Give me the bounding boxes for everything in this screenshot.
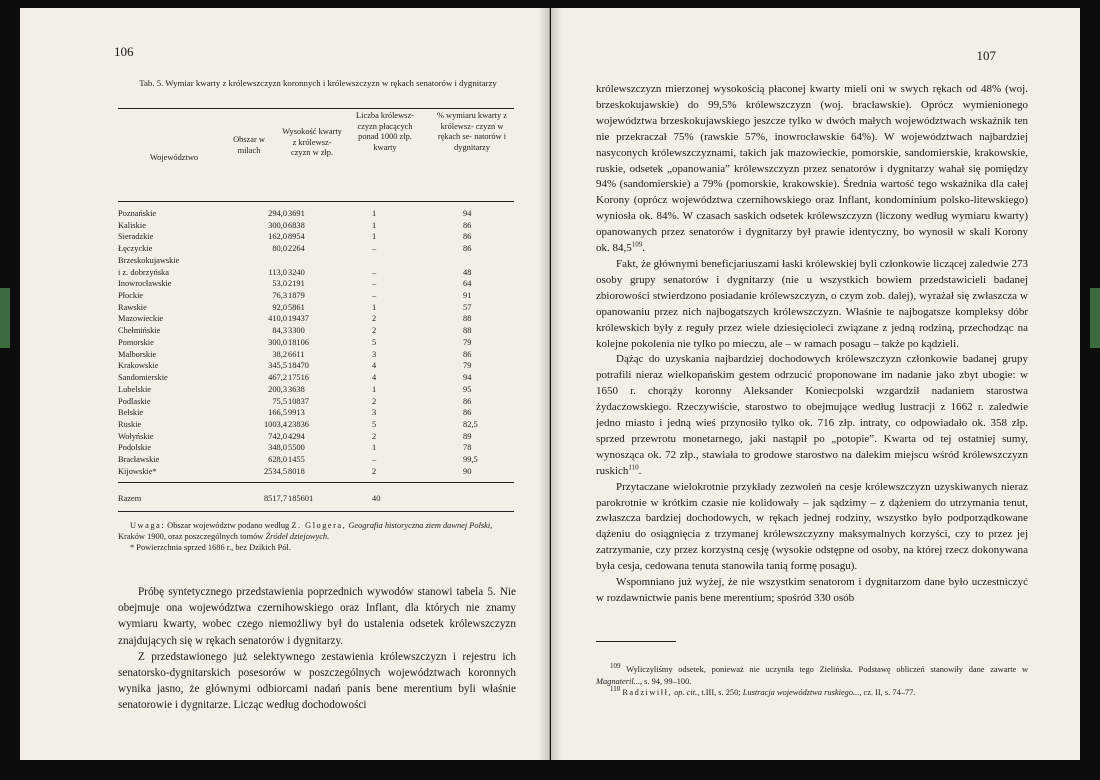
cell-area: 410,0 [268, 314, 287, 324]
cell-height: 6611 [288, 349, 305, 359]
cell-count: 2 [372, 466, 377, 476]
right-body-text [596, 82, 1028, 607]
page-number: 106 [114, 44, 134, 59]
footnote-109 [596, 664, 1028, 687]
cell-name: Ruskie [118, 419, 142, 429]
cell-count: 1 [372, 443, 377, 453]
header-count: Liczba królewsz- czyzn płacących ponad 1000 złp. kwarty [356, 111, 414, 152]
cell-count: 1 [372, 220, 377, 230]
cell-name: Sieradzkie [118, 232, 154, 242]
table-total-row [118, 493, 514, 505]
note-author: Z. Glogera, [291, 521, 347, 530]
cell-height: 8018 [288, 466, 305, 476]
cell-count: 2 [372, 396, 377, 406]
cell-name: Płockie [118, 291, 144, 301]
cell-pct: 99,5 [463, 455, 478, 465]
cell-pct: 78 [463, 443, 472, 453]
cell-name: Chełmińskie [118, 326, 161, 336]
table-top-rule [118, 108, 514, 109]
page-number: 107 [976, 48, 996, 63]
table-row [118, 431, 514, 443]
table-row [118, 302, 514, 314]
note-label: Uwaga: [130, 521, 166, 530]
cell-name: Bełskie [118, 408, 144, 418]
cell-name: Poznańskie [118, 209, 157, 218]
cell-area: 53,0 [272, 279, 287, 289]
cell-pct: 86 [463, 232, 472, 242]
cell-name: Podlaskie [118, 396, 151, 406]
table-row [118, 384, 514, 396]
footnote-ref: 109 [631, 240, 643, 249]
cell-count: 1 [372, 302, 377, 312]
cell-area: 467,2 [268, 373, 287, 383]
table-note-2: * Powierzchnia sprzed 1686 r., bez Dzikich Pól. [130, 543, 291, 552]
cell-name: Krakowskie [118, 361, 159, 371]
right-page [551, 8, 1080, 760]
footnote-tail: cz. II, s. 74–77. [863, 688, 916, 697]
cell-pct: 57 [463, 302, 472, 312]
cell-area: 75,5 [272, 396, 287, 406]
paragraph: Przytaczane wielokrotnie przykłady zezwoleń na cesje królewszczyzn uzyskiwanych nieraz parokrotnie w krótkim czasie nie kolidowały – jak sądzimy – z dążeniem do utrzymania tenut, zwłaszcza bardziej dochodowych, w rękach jednej rodziny, wszystko było podporządkowane dążeniu do osiągnięcia z trzymanej królewszczyzny maksymalnych korzyści, czy to przez jej zatrzymanie, czy przez korzystną cesję (wysokie odstępne od osoby, na której rzecz dokonywana była cesja, cedowana tenuta stanowiła tanią formę posagu). [596, 480, 1028, 573]
table-row [118, 313, 514, 325]
paragraph-end: . [638, 464, 642, 477]
footnote-mid: t.III, s. 250; [701, 688, 741, 697]
footnote-number: 109 [610, 662, 621, 671]
header-height: Wysokość kwarty z królewsz- czyzn w złp. [282, 127, 342, 157]
cell-area: 113,0 [268, 267, 287, 277]
note-text-a: Obszar województw podano według [167, 521, 290, 530]
paragraph-text: królewszczyzn mierzonej wysokością płaconej kwarty mieli oni w swych rękach od 48% (woj. brzeskokujawskie) do 99,5% królewszczyzn (woj. bracławskie). Oprócz wymienionego województwa brzeskokujawskiego jeszcze tylko w dwóch małych województwach wskaźnik ten nie przekraczał 75% (rawskie 57%, inowrocławskie 64%). W województwach najbardziej nasyconych królewszczyznami, takich jak mazowieckie, pomorskie, sandomierskie, krakowskie, ruskie, odsetek „opanowania” królewszczyzn przez senatorów i dygnitarzy wahał się pomiędzy 94% (sandomierskie) a 79% (pomorskie, krakowskie). Średnia wartość tego wskaźnika dla całej Korony (oprócz województwa czernihowskiego oraz Inflant, kondominium polsko-litewskiego) wyniosła ok. 84%. W czasach saskich odsetek królewszczyzn (liczony według wymiaru kwarty) opanowanych przez senatorów i dygnitarzy był prawie identyczny, bo wynosił w skali Korony ok. 84,5 [596, 83, 1028, 255]
paragraph: Fakt, że głównymi beneficjariuszami łaski królewskiej byli członkowie liczącej zaledwie 273 osoby grupy senatorów i dygnitarzy (nie u wszystkich bowiem przedstawicieli badanej zbiorowości stwierdzono posiadanie królewszczyzn, o czym zob. dalej), wyrażał się zwłaszcza w opanowaniu przez nich najbogatszych królewszczyzn. Właśnie te najbogatsze kompleksy dóbr królewskich były z reguły przez wiele dziesięcioleci związane z jedną rodziną, przechodząc na kolejne pokolenia nie tylko po mieczu, ale – w ramach posagu – także po kądzieli. [596, 257, 1028, 350]
cell-name: Kaliskie [118, 220, 146, 230]
table-row [118, 337, 514, 349]
cell-area: 300,0 [268, 220, 287, 230]
cell-pct: 89 [463, 431, 472, 441]
total-label: Razem [118, 494, 142, 503]
cell-count: 1 [372, 232, 377, 242]
note-title-2: Źródeł dziejowych. [265, 532, 330, 541]
paragraph [596, 82, 1028, 257]
cell-name: i z. dobrzyńska [118, 267, 169, 277]
table-row [118, 466, 514, 478]
cell-height: 3240 [288, 267, 305, 277]
table-caption: Tab. 5. Wymiar kwarty z królewszczyzn koronnych i królewszczyzn w rękach senatorów i dygnitarzy [139, 78, 497, 88]
table-notes [118, 520, 518, 553]
cell-count: 2 [372, 431, 377, 441]
cell-count: 1 [372, 384, 377, 394]
left-body-text [118, 584, 516, 714]
cell-name: Podolskie [118, 443, 152, 453]
paragraph [596, 352, 1028, 479]
cell-area: 92,0 [272, 302, 287, 312]
table-row [118, 220, 514, 232]
cell-name: Pomorskie [118, 337, 154, 347]
cell-count: 5 [372, 419, 377, 429]
footnotes [596, 664, 1028, 699]
cell-name: Wołyńskie [118, 431, 154, 441]
cell-area: 80,0 [272, 244, 287, 254]
cell-pct: 82,5 [463, 419, 478, 429]
table-row [118, 360, 514, 372]
cell-pct: 94 [463, 373, 472, 383]
cell-pct: 88 [463, 314, 472, 324]
cell-count: – [372, 455, 377, 465]
table-row [118, 267, 514, 279]
cell-name: Brzeskokujawskie [118, 255, 180, 265]
cell-area: 348,0 [268, 443, 287, 453]
paragraph: Z przedstawionego już selektywnego zestawienia królewszczyzn i rejestru ich senatorsko-dygnitarskich posesorów w poszczególnych województwach koronnych wynika jasno, że głównymi odbiorcami nadań panis bene merentium byli właśnie senatorowie i dygnitarze. Licząc według dochodowości [118, 650, 516, 712]
cell-count: – [372, 279, 377, 289]
table-row [118, 454, 514, 466]
cell-height: 19437 [288, 314, 309, 324]
footnote-number: 110 [610, 685, 621, 694]
cell-area: 628,0 [268, 455, 287, 465]
cell-height: 3691 [288, 209, 305, 218]
table-row [118, 243, 514, 255]
cell-pct: 94 [463, 209, 472, 218]
table-row [118, 419, 514, 431]
cell-height: 17516 [288, 373, 309, 383]
cell-area: 162,0 [268, 232, 287, 242]
cell-area: 38,2 [272, 349, 287, 359]
table-row [118, 372, 514, 384]
paragraph: Wspomniano już wyżej, że nie wszystkim senatorom i dygnitarzom dane było uczestniczyć w rozdawnictwie panis bene merentium; spośród 330 osób [596, 576, 1028, 604]
note-text-d: Kraków 1900, oraz poszczególnych tomów [118, 532, 264, 541]
footnote-rule [596, 641, 676, 642]
cell-height: 3300 [288, 326, 305, 336]
table-row [118, 325, 514, 337]
cell-height: 9913 [288, 408, 305, 418]
footnote-tail: s. 94, 99–100. [644, 676, 692, 686]
cell-height: 1879 [288, 291, 305, 301]
table-bottom-rule [118, 511, 514, 512]
cell-height: 2191 [288, 279, 305, 289]
cell-area: 345,5 [268, 361, 287, 371]
cell-pct: 86 [463, 349, 472, 359]
table-total-rule [118, 482, 514, 483]
cell-count: 4 [372, 373, 377, 383]
header-voivodeship: Województwo [149, 153, 199, 162]
cell-height: 23836 [288, 419, 309, 429]
cell-area: 300,0 [268, 337, 287, 347]
cell-area: 742,0 [268, 431, 287, 441]
footnote-title: Magnateril..., [596, 676, 643, 686]
table-row [118, 278, 514, 290]
footnote-title: Lustracja województwa ruskiego..., [742, 688, 862, 697]
cell-pct: 48 [463, 267, 472, 277]
table-header-rule [118, 201, 514, 202]
total-count: 40 [372, 494, 381, 503]
cell-area: 2534,5 [263, 466, 287, 476]
cell-count: 3 [372, 408, 377, 418]
cell-count: – [372, 267, 377, 277]
cell-name: Malborskie [118, 349, 157, 359]
cell-count: 1 [372, 209, 377, 218]
table-row [118, 290, 514, 302]
cell-count: 2 [372, 314, 377, 324]
paragraph: Próbę syntetycznego przedstawienia poprzednich wywodów stanowi tabela 5. Nie obejmuje ona województwa czernihowskiego oraz Inflant, dla których nie znamy wymiaru kwarty, wobec czego niemożliwy był do ustalenia odsetek królewszczyzn znajdujących się w rękach senatorów i dygnitarzy. [118, 586, 516, 647]
left-page [20, 8, 550, 760]
cell-area: 1003,4 [263, 419, 287, 429]
total-area: 8517,7 [263, 494, 287, 503]
cell-height: 1455 [288, 455, 305, 465]
cell-pct: 86 [463, 244, 472, 254]
cell-pct: 90 [463, 466, 472, 476]
cell-count: 4 [372, 361, 377, 371]
footnote-op-cit: op. cit., [674, 688, 700, 697]
cell-name: Bracławskie [118, 455, 160, 465]
table-row [118, 396, 514, 408]
cell-pct: 91 [463, 291, 472, 301]
cell-height: 18470 [288, 361, 309, 371]
footnote-text: Wyliczyliśmy odsetek, ponieważ nie uczyniła tego Zielińska. Podstawę obliczeń stanowiły dane zawarte w [626, 665, 1028, 674]
paragraph-text: Dążąc do uzyskania najbardziej dochodowych królewszczyzn członkowie badanej grupy potrafili nieraz wielkopańskim gestem odrzucić proponowane im nadanie jako zbyt ubogie: w 1650 r. chorąży koronny Aleksander Koniecpolski wzgardził nadaniem starostwa żydaczowskiego. Rzeczywiście, starostwo to obejmujące według lustracji z 1662 r. zaledwie jedno miasto i jedną wieś przynosiło tylko ok. 716 złp. intraty, co odpowiadało ok. 358 złp. sprzed przewrotu monetarnego, jaki nastąpił po „potopie”. Kwarta od tej ostatniej sumy, wynosząca ok. 72 złp., stawiała to grodowe starostwo na dalekim miejscu wśród królewszczyzn ruskich [596, 353, 1028, 477]
cell-height: 3638 [288, 384, 305, 394]
cell-area: 294,0 [268, 209, 287, 218]
cell-height: 2264 [288, 244, 305, 254]
paragraph-end: . [642, 242, 645, 255]
table-row [118, 231, 514, 243]
footnote-110 [596, 687, 1028, 699]
cell-height: 8954 [288, 232, 305, 242]
cell-count: 5 [372, 337, 377, 347]
footnote-author: Radziwiłł, [622, 688, 673, 697]
table-row [118, 442, 514, 454]
total-height: 185601 [288, 494, 314, 503]
cell-height: 4294 [288, 431, 305, 441]
cell-pct: 79 [463, 361, 472, 371]
cell-name: Rawskie [118, 302, 147, 312]
table-row [118, 407, 514, 419]
cell-count: 3 [372, 349, 377, 359]
left-edge-tab [0, 288, 10, 348]
cell-count: – [372, 244, 377, 254]
header-area: Obszar w milach [233, 135, 265, 155]
cell-name: Lubelskie [118, 384, 152, 394]
cell-name: Inowrocławskie [118, 279, 172, 289]
cell-name: Mazowieckie [118, 314, 164, 324]
cell-name: Łęczyckie [118, 244, 153, 254]
right-edge-tab [1090, 288, 1100, 348]
cell-pct: 79 [463, 337, 472, 347]
table-row [118, 255, 514, 267]
header-pct: % wymiaru kwarty z królewsz- czyzn w rękach se- natorów i dygnitarzy [436, 111, 507, 152]
cell-height: 6838 [288, 220, 305, 230]
cell-area: 200,3 [268, 384, 287, 394]
table-note-1 [118, 520, 518, 542]
cell-pct: 86 [463, 220, 472, 230]
cell-pct: 64 [463, 279, 472, 289]
note-title-1: Geografia historyczna ziem dawnej Polski, [348, 521, 493, 530]
cell-area: 76,3 [272, 291, 287, 301]
cell-height: 10837 [288, 396, 309, 406]
cell-name: Sandomierskie [118, 373, 168, 383]
table-row [118, 349, 514, 361]
cell-name: Kijowskie* [118, 466, 157, 476]
table-row [118, 208, 514, 220]
cell-pct: 88 [463, 326, 472, 336]
cell-height: 5861 [288, 302, 305, 312]
cell-area: 166,5 [268, 408, 287, 418]
cell-count: 2 [372, 326, 377, 336]
book-gutter [538, 8, 562, 760]
cell-pct: 86 [463, 396, 472, 406]
cell-height: 5500 [288, 443, 305, 453]
footnote-ref: 110 [628, 463, 639, 472]
cell-height: 18106 [288, 337, 309, 347]
cell-area: 84,3 [272, 326, 287, 336]
cell-pct: 86 [463, 408, 472, 418]
cell-count: – [372, 291, 377, 301]
cell-pct: 95 [463, 384, 472, 394]
